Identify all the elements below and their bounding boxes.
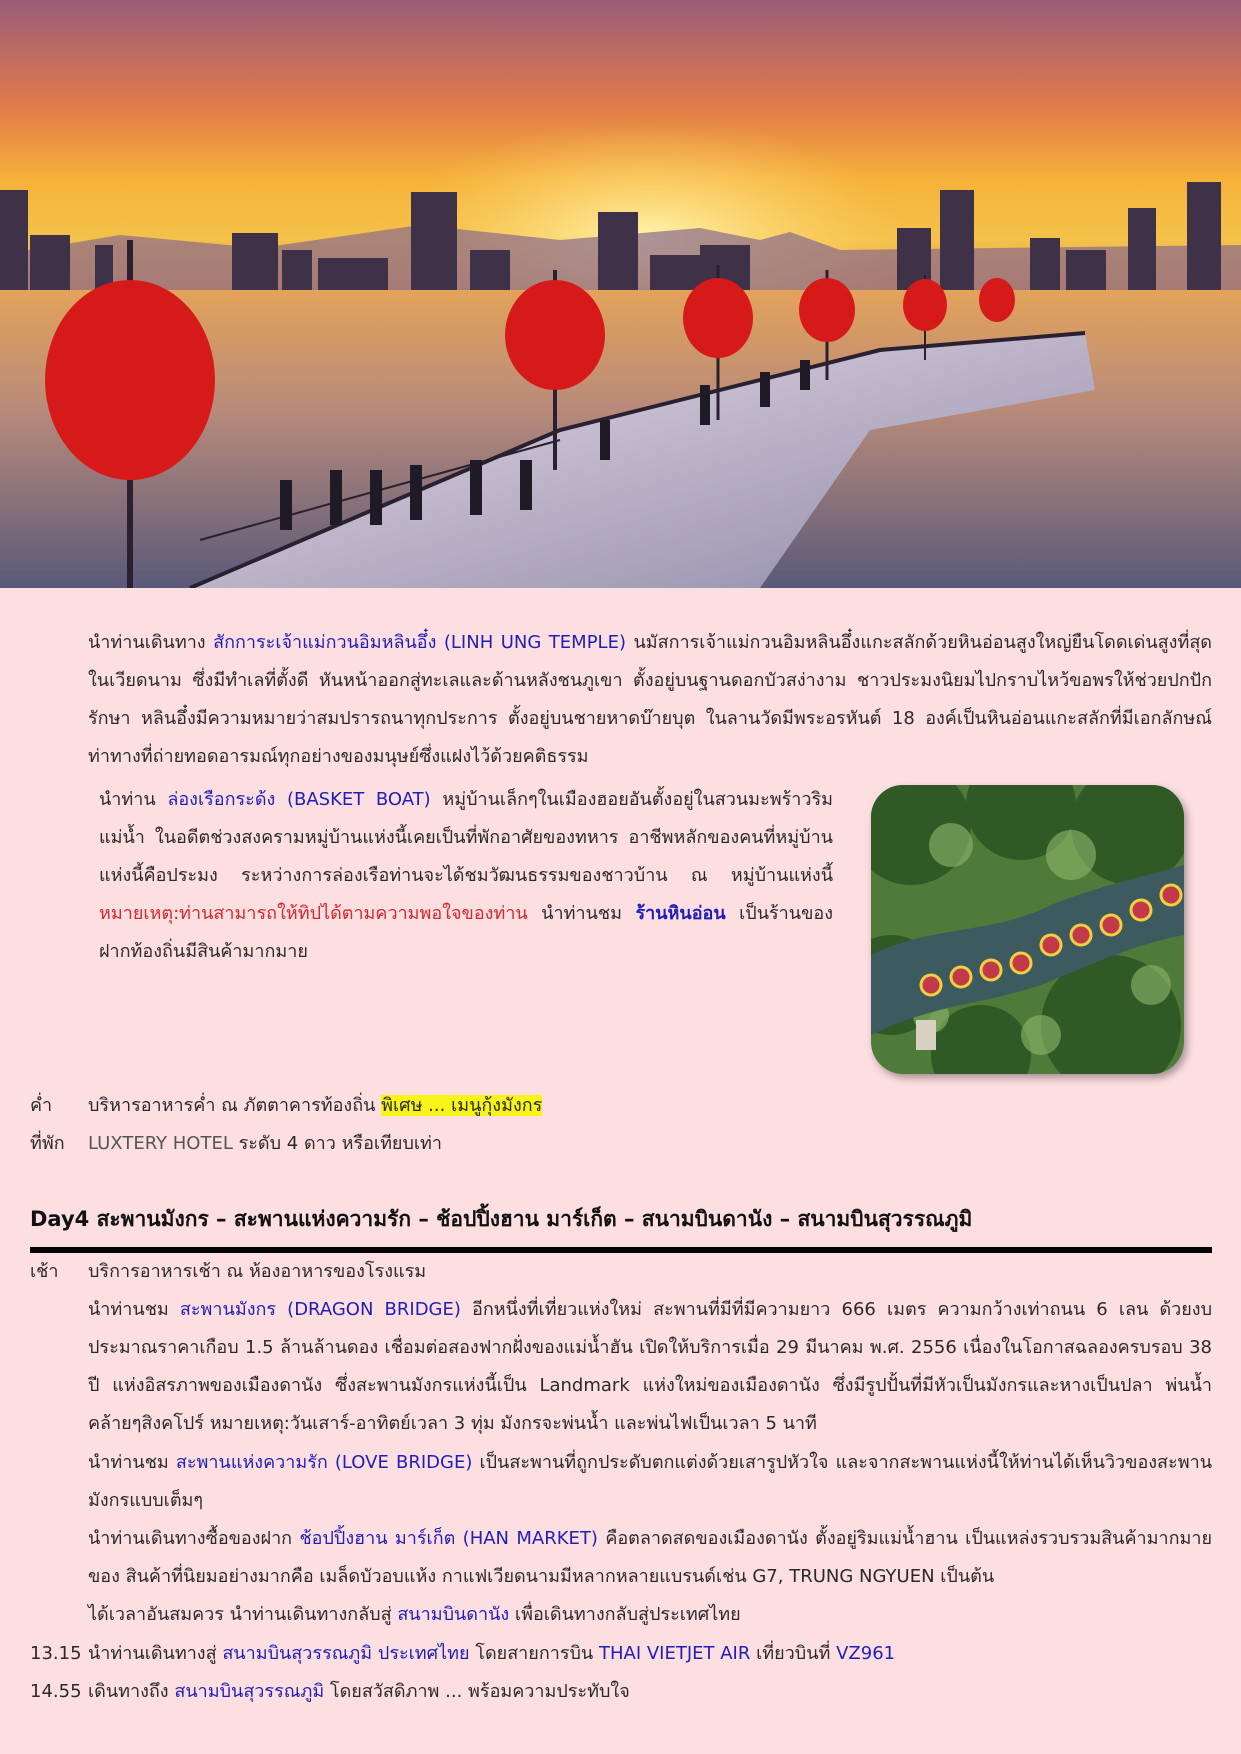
text: นำท่านเดินทางสู่	[88, 1643, 223, 1664]
hotel-row	[30, 1125, 1212, 1163]
text: นำท่าน	[99, 789, 168, 810]
hotel-text: ระดับ 4 ดาว หรือเทียบเท่า	[232, 1133, 443, 1154]
hotel-name: LUXTERY HOTEL	[88, 1133, 233, 1154]
text: นำท่านชม	[527, 903, 636, 924]
love-bridge-link: สะพานแห่งความรัก (LOVE BRIDGE)	[175, 1452, 473, 1473]
basket-boat-link: ล่องเรือกระด้ง (BASKET BOAT)	[167, 789, 431, 810]
hero-photo	[0, 0, 1241, 588]
text: เป็นสะพานที่ถูกประดับตกแต่งด้วยเสารูปหัวใจ และจากสะพานแห่งนี้ให้ท่านได้เห็นวิวของสะพานมังกรแบบเต็มๆ	[88, 1452, 1212, 1511]
special-menu-highlight: พิเศษ ... เมนูกุ้งมังกร	[381, 1095, 543, 1116]
text: นำท่านชม	[88, 1452, 176, 1473]
breakfast-text: บริการอาหารเช้า ณ ห้องอาหารของโรงแรม	[88, 1261, 427, 1282]
dragon-bridge-row	[30, 1291, 1212, 1443]
linh-ung-temple-link: สักการะเจ้าแม่กวนอิมหลินอึ๋ง (LINH UNG TEMPLE)	[213, 632, 626, 653]
text: โดยสายการบิน	[469, 1643, 599, 1664]
airline-name: THAI VIETJET AIR	[598, 1643, 751, 1664]
suvarnabhumi-link: สนามบินสุวรรณภูมิ ประเทศไทย	[222, 1643, 470, 1664]
tip-note: หมายเหตุ:ท่านสามารถให้ทิปได้ตามความพอใจของท่าน	[99, 903, 528, 924]
basket-boat-paragraph	[99, 781, 833, 971]
text: ได้เวลาอันสมควร นำท่านเดินทางกลับสู่	[88, 1604, 398, 1625]
dinner-text: บริหารอาหารค่ำ ณ ภัตตาคารท้องถิ่น	[88, 1095, 382, 1116]
breakfast-label: เช้า	[30, 1261, 59, 1282]
text: เที่ยวบินที่	[750, 1643, 837, 1664]
basket-boat-photo	[871, 785, 1184, 1074]
hotel-label: ที่พัก	[30, 1133, 65, 1154]
text: คือตลาดสดของเมืองดานัง ตั้งอยู่ริมแม่น้ำฮาน เป็นแหล่งรวบรวมสินค้ามากมายของ สินค้าที่นิยมอย่างมากคือ เมล็ดบัวอบแห้ง กาแฟเวียดนามมีหลากหลายแบรนด์เช่น G7, TRUNG NGYUEN เป็นต้น	[88, 1528, 1213, 1587]
text: นำท่านเดินทางซื้อของฝาก	[88, 1528, 300, 1549]
han-market-link: ช้อปปิ้งฮาน มาร์เก็ต (HAN MARKET)	[299, 1528, 598, 1549]
text: โดยสวัสดิภาพ ... พร้อมความประทับใจ	[324, 1681, 630, 1702]
text: นมัสการเจ้าแม่กวนอิมหลินอึ๋งแกะสลักด้วยหินอ่อนสูงใหญ่ยืนโดดเด่นสูงที่สุดในเวียดนาม ซึ่งมีทำเลที่ตั้งดี หันหน้าออกสู่ทะเลและด้านหลังชนภูเขา ตั้งอยู่บนฐานดอกบัวสง่างาม ชาวประมงนิยมไปกราบไหว้ขอพรให้ช่วยปกปักรักษา หลินอึ๋งมีความหมายว่าสมปรารถนาทุกประการ ตั้งอยู่บนชายหาดบ๊ายบุต ในลานวัดมีพระอรหันต์ 18 องค์เป็นหินอ่อนแกะสลักที่มีเอกลักษณ์ท่าทางที่ถ่ายทอดอารมณ์ทุกอย่างของมนุษย์ซึ่งแฝงไว้ด้วยคติธรรม	[88, 632, 1212, 767]
text: เป็นร้านของฝากท้องถิ่นมีสินค้ามากมาย	[99, 903, 834, 962]
danang-airport-link: สนามบินดานัง	[397, 1604, 510, 1625]
love-bridge-row	[30, 1444, 1212, 1520]
text: เพื่อเดินทางกลับสู่ประเทศไทย	[509, 1604, 741, 1625]
flight-number: VZ961	[836, 1643, 896, 1664]
han-market-row	[30, 1520, 1212, 1596]
text: นำท่านชม	[88, 1299, 180, 1320]
text: อีกหนึ่งที่เที่ยวแห่งใหม่ สะพานที่มีที่มีความยาว 666 เมตร ความกว้างเท่าถนน 6 เลน ด้วยงบประมาณราคาเกือบ 1.5 ล้านล้านดอง เชื่อมต่อสองฟากฝั่งของแม่น้ำฮัน เปิดให้บริการเมื่อ 29 มีนาคม พ.ศ. 2556 เนื่องในโอกาสฉลองครบรอบ 38 ปี แห่งอิสรภาพของเมืองดานัง ซึ่งสะพานมังกรแห่งนี้เป็น Landmark แห่งใหม่ของเมืองดานัง ซึ่งมีรูปปั้นที่มีหัวเป็นมังกรและหางเป็นปลา พ่นน้ำคล้ายๆสิงคโปร์ หมายเหตุ:วันเสาร์-อาทิตย์เวลา 3 ทุ่ม มังกรจะพ่นน้ำ และพ่นไฟเป็นเวลา 5 นาที	[88, 1299, 1213, 1434]
text: นำท่านเดินทาง	[88, 632, 214, 653]
breakfast-row	[30, 1253, 1212, 1291]
linh-ung-paragraph	[88, 624, 1212, 776]
text: เดินทางถึง	[88, 1681, 175, 1702]
suvarnabhumi-arrive-link: สนามบินสุวรรณภูมิ	[174, 1681, 325, 1702]
flight-row	[30, 1635, 1212, 1673]
dinner-label: ค่ำ	[30, 1095, 53, 1116]
dinner-row	[30, 1087, 1212, 1125]
flight-time: 13.15	[30, 1643, 82, 1664]
dragon-bridge-link: สะพานมังกร (DRAGON BRIDGE)	[179, 1299, 461, 1320]
marble-shop-link: ร้านหินอ่อน	[635, 903, 726, 924]
arrive-row	[30, 1673, 1212, 1711]
day4-title: Day4 สะพานมังกร – สะพานแห่งความรัก – ช้อปปิ้งฮาน มาร์เก็ต – สนามบินดานัง – สนามบินสุวรรณภูมิ	[30, 1207, 973, 1231]
return-row	[30, 1596, 1212, 1634]
text: หมู่บ้านเล็กๆในเมืองฮอยอันตั้งอยู่ในสวนมะพร้าวริมแม่น้ำ ในอดีตช่วงสงครามหมู่บ้านแห่งนี้เคยเป็นที่พักอาศัยของทหาร อาชีพหลักของคนที่หมู่บ้านแห่งนี้คือประมง ระหว่างการล่องเรือท่านจะได้ชมวัฒนธรรมของชาวบ้าน ณ หมู่บ้านแห่งนี้	[99, 789, 833, 886]
arrive-time: 14.55	[30, 1681, 82, 1702]
